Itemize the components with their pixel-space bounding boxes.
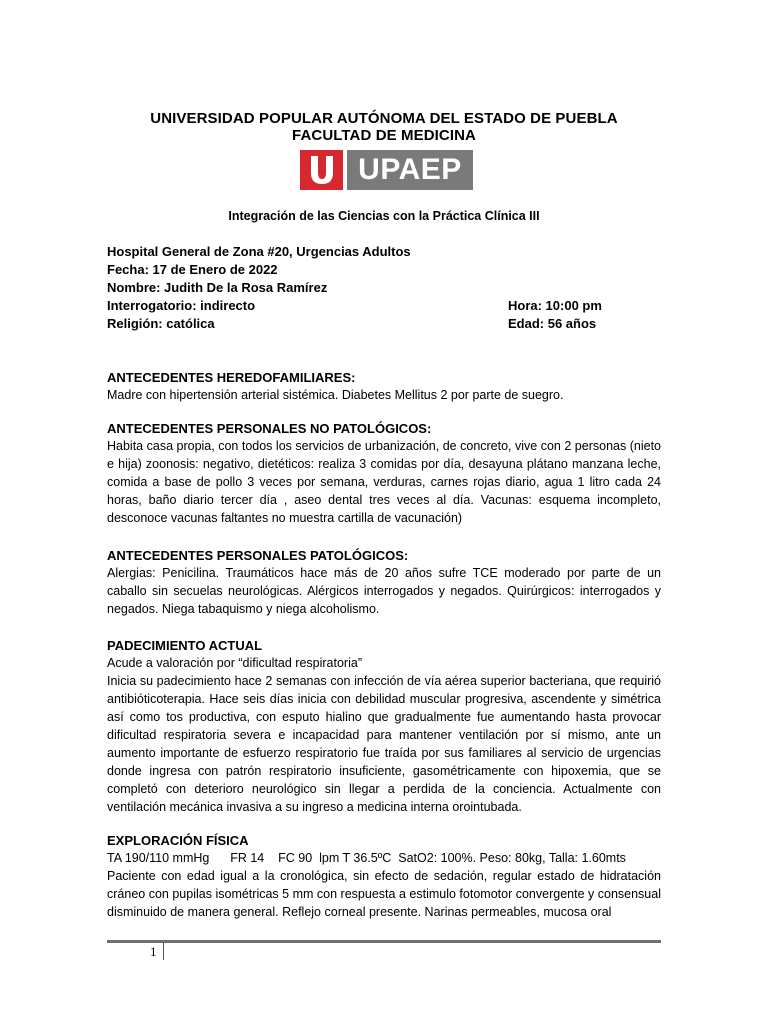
interrogation-line: Interrogatorio: indirecto [107,298,256,313]
course-subtitle: Integración de las Ciencias con la Práctica Clínica III [228,209,540,223]
vital-signs: TA 190/110 mmHg FR 14 FC 90 lpm T 36.5ºC SatO2: 100%. Peso: 80kg, Talla: 1.60mts [107,851,626,865]
age-line: Edad: 56 años [508,316,597,331]
section-body: Inicia su padecimiento hace 2 semanas con infección de vía aérea superior bacteriana, que requirió antibióticoterapia. Hace seis días inicia con debilidad muscular progresiva, ascendente y simétrica así como tos productiva, con esputo hialino que gradualmente fue aumentando hasta provocar dificultad respiratoria severa e incapacidad para mantener ventilación por sí mismo, ante un aumento importante de esfuerzo respiratorio fue traída por sus familiares al servicio de urgencias donde ingresa con patrón respiratorio insuficiente, gasométricamente con hipoxemia, que se completó con deterioro neurológico sin llegar a perdida de la conciencia. Actualmente con ventilación mecánica invasiva a su ingreso a medicina interna orointubada. [107,674,661,814]
patient-name-line: Nombre: Judith De la Rosa Ramírez [107,280,328,295]
section-body: Paciente con edad igual a la cronológica, sin efecto de sedación, regular estado de hidratación cráneo con pupilas isométricas 5 mm con respuesta a estimulo fotomotor convergente y consensual disminuido de manera general. Reflejo corneal presente. Narinas permeables, mucosa oral [107,869,661,919]
time-line: Hora: 10:00 pm [508,298,602,313]
section-title: PADECIMIENTO ACTUAL [107,638,263,653]
section-padecimiento [107,637,661,816]
section-exploracion [107,832,661,921]
upaep-logo [300,150,473,190]
section-title: ANTECEDENTES PERSONALES PATOLÓGICOS: [107,548,409,563]
section-heredofamiliares [107,369,661,404]
footer-rule [107,940,661,943]
section-body: Habita casa propia, con todos los servicios de urbanización, de concreto, vive con 2 personas (nieto e hija) zoonosis: negativo, dietéticos: realiza 3 comidas por día, desayuna plátano manzana leche, comida a base de pollo 3 veces por semana, verduras, carnes rojas diario, agua 1 litro cada 24 horas, baño diario tercer día , aseo dental tres veces al día. Vacunas: esquema incompleto, desconoce vacunas faltantes no muestra cartilla de vacunación) [107,439,661,525]
section-patologicos [107,547,661,618]
section-title: EXPLORACIÓN FÍSICA [107,833,249,848]
page-number-divider [163,942,164,960]
section-title: ANTECEDENTES HEREDOFAMILIARES: [107,370,356,385]
date-line: Fecha: 17 de Enero de 2022 [107,262,278,277]
faculty-title: FACULTAD DE MEDICINA [292,127,476,144]
religion-line: Religión: católica [107,316,215,331]
upaep-u-icon [300,150,343,190]
section-body: Alergias: Penicilina. Traumáticos hace más de 20 años sufre TCE moderado por parte de un caballo sin secuelas neurológicas. Alérgicos interrogados y negados. Quirúrgicos: interrogados y negados. Niega tabaquismo y niega alcoholismo. [107,566,661,616]
section-title: ANTECEDENTES PERSONALES NO PATOLÓGICOS: [107,421,432,436]
logo-text: UPAEP [347,150,473,190]
section-intro: Acude a valoración por “dificultad respiratoria” [107,656,362,670]
university-title: UNIVERSIDAD POPULAR AUTÓNOMA DEL ESTADO DE PUEBLA [150,110,618,127]
page-number: 1 [150,944,157,959]
hospital-line: Hospital General de Zona #20, Urgencias Adultos [107,244,411,259]
section-body: Madre con hipertensión arterial sistémica. Diabetes Mellitus 2 por parte de suegro. [107,388,564,402]
section-no-patologicos [107,420,661,527]
